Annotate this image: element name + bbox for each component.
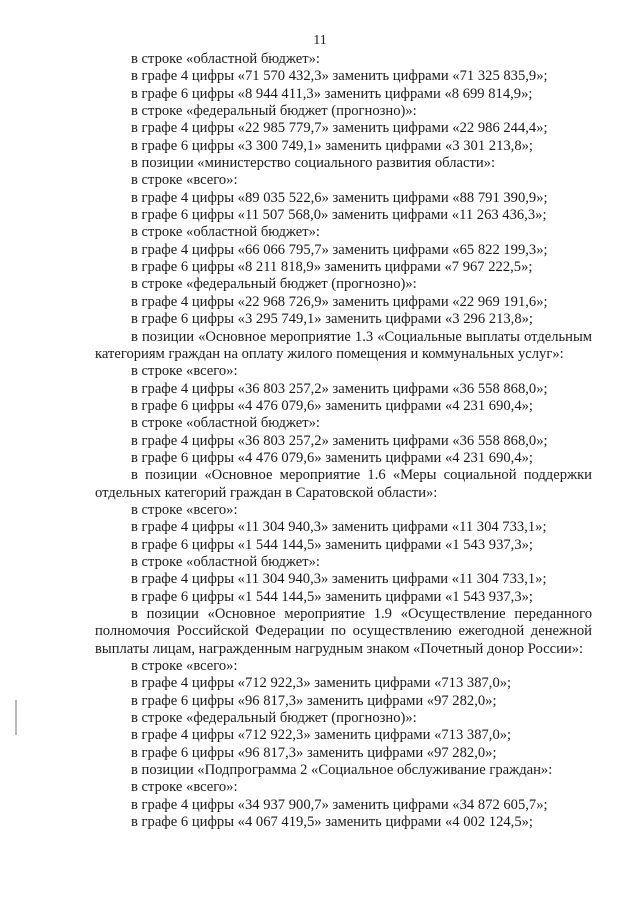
text-line: в графе 6 цифры «3 295 749,1» заменить цифрами «3 296 213,8»; bbox=[131, 311, 533, 328]
text-line: в графе 6 цифры «4 476 079,6» заменить цифрами «4 231 690,4»; bbox=[131, 449, 533, 466]
text-line: в графе 6 цифры «8 211 818,9» заменить цифрами «7 967 222,5»; bbox=[131, 259, 533, 276]
text-line: в графе 4 цифры «66 066 795,7» заменить цифрами «65 822 199,3»; bbox=[131, 241, 548, 258]
text-line: в строке «областной бюджет»: bbox=[131, 553, 320, 570]
document-body bbox=[95, 51, 592, 831]
text-line: в графе 4 цифры «712 922,3» заменить цифрами «713 387,0»; bbox=[131, 727, 512, 744]
text-line: в графе 4 цифры «712 922,3» заменить цифрами «713 387,0»; bbox=[131, 675, 512, 692]
text-line: в строке «всего»: bbox=[131, 172, 238, 189]
text-line: в графе 6 цифры «96 817,3» заменить цифрами «97 282,0»; bbox=[131, 744, 497, 761]
text-line: в графе 4 цифры «36 803 257,2» заменить цифрами «36 558 868,0»; bbox=[131, 432, 548, 449]
text-line: в позиции «министерство социального развития области»: bbox=[131, 155, 496, 172]
text-line: в строке «федеральный бюджет (прогнозно)»: bbox=[131, 710, 417, 727]
text-paragraph: в позиции «Основное мероприятие 1.6 «Меры социальной поддержки отдельных категорий граждан в Саратовской области»: bbox=[95, 467, 592, 501]
text-line: в графе 4 цифры «11 304 940,3» заменить цифрами «11 304 733,1»; bbox=[131, 519, 547, 536]
text-line: в графе 4 цифры «34 937 900,7» заменить цифрами «34 872 605,7»; bbox=[131, 796, 548, 813]
text-paragraph: в позиции «Основное мероприятие 1.3 «Социальные выплаты отдельным категориям граждан на оплату жилого помещения и коммунальных услуг»: bbox=[95, 328, 592, 362]
text-line: в графе 6 цифры «3 300 749,1» заменить цифрами «3 301 213,8»; bbox=[131, 137, 533, 154]
text-line: в строке «областной бюджет»: bbox=[131, 224, 320, 241]
text-line: в графе 4 цифры «36 803 257,2» заменить цифрами «36 558 868,0»; bbox=[131, 380, 548, 397]
text-line: в графе 6 цифры «4 476 079,6» заменить цифрами «4 231 690,4»; bbox=[131, 397, 533, 414]
text-line: в графе 6 цифры «1 544 144,5» заменить цифрами «1 543 937,3»; bbox=[131, 588, 533, 605]
text-line: в строке «всего»: bbox=[131, 501, 238, 518]
text-line: в графе 4 цифры «22 985 779,7» заменить цифрами «22 986 244,4»; bbox=[131, 120, 548, 137]
scan-margin-mark bbox=[15, 700, 17, 735]
text-line: в графе 6 цифры «4 067 419,5» заменить цифрами «4 002 124,5»; bbox=[131, 814, 533, 831]
text-line: в графе 4 цифры «22 968 726,9» заменить цифрами «22 969 191,6»; bbox=[131, 293, 548, 310]
text-line: в строке «федеральный бюджет (прогнозно)»: bbox=[131, 276, 417, 293]
text-line: в строке «федеральный бюджет (прогнозно)»: bbox=[131, 103, 417, 120]
text-line: в графе 6 цифры «11 507 568,0» заменить цифрами «11 263 436,3»; bbox=[131, 207, 547, 224]
text-line: в графе 4 цифры «11 304 940,3» заменить цифрами «11 304 733,1»; bbox=[131, 571, 547, 588]
text-paragraph: в позиции «Основное мероприятие 1.9 «Осуществление переданного полномочия Российской Федерации по осуществлению ежегодной денежной выплаты лицам, награжденным нагрудным знаком «Почетный донор России»: bbox=[95, 606, 592, 657]
text-line: в строке «областной бюджет»: bbox=[131, 51, 320, 67]
text-line: в строке «всего»: bbox=[131, 779, 238, 796]
text-line: в позиции «Подпрограмма 2 «Социальное обслуживание граждан»: bbox=[131, 762, 553, 779]
text-line: в строке «областной бюджет»: bbox=[131, 415, 320, 432]
text-line: в графе 6 цифры «1 544 144,5» заменить цифрами «1 543 937,3»; bbox=[131, 536, 533, 553]
text-line: в графе 4 цифры «71 570 432,3» заменить цифрами «71 325 835,9»; bbox=[131, 68, 548, 85]
page-number: 11 bbox=[313, 33, 327, 48]
text-line: в графе 6 цифры «8 944 411,3» заменить цифрами «8 699 814,9»; bbox=[131, 85, 533, 102]
text-line: в строке «всего»: bbox=[131, 658, 238, 675]
text-line: в графе 4 цифры «89 035 522,6» заменить цифрами «88 791 390,9»; bbox=[131, 189, 548, 206]
text-line: в строке «всего»: bbox=[131, 363, 238, 380]
text-line: в графе 6 цифры «96 817,3» заменить цифрами «97 282,0»; bbox=[131, 692, 497, 709]
